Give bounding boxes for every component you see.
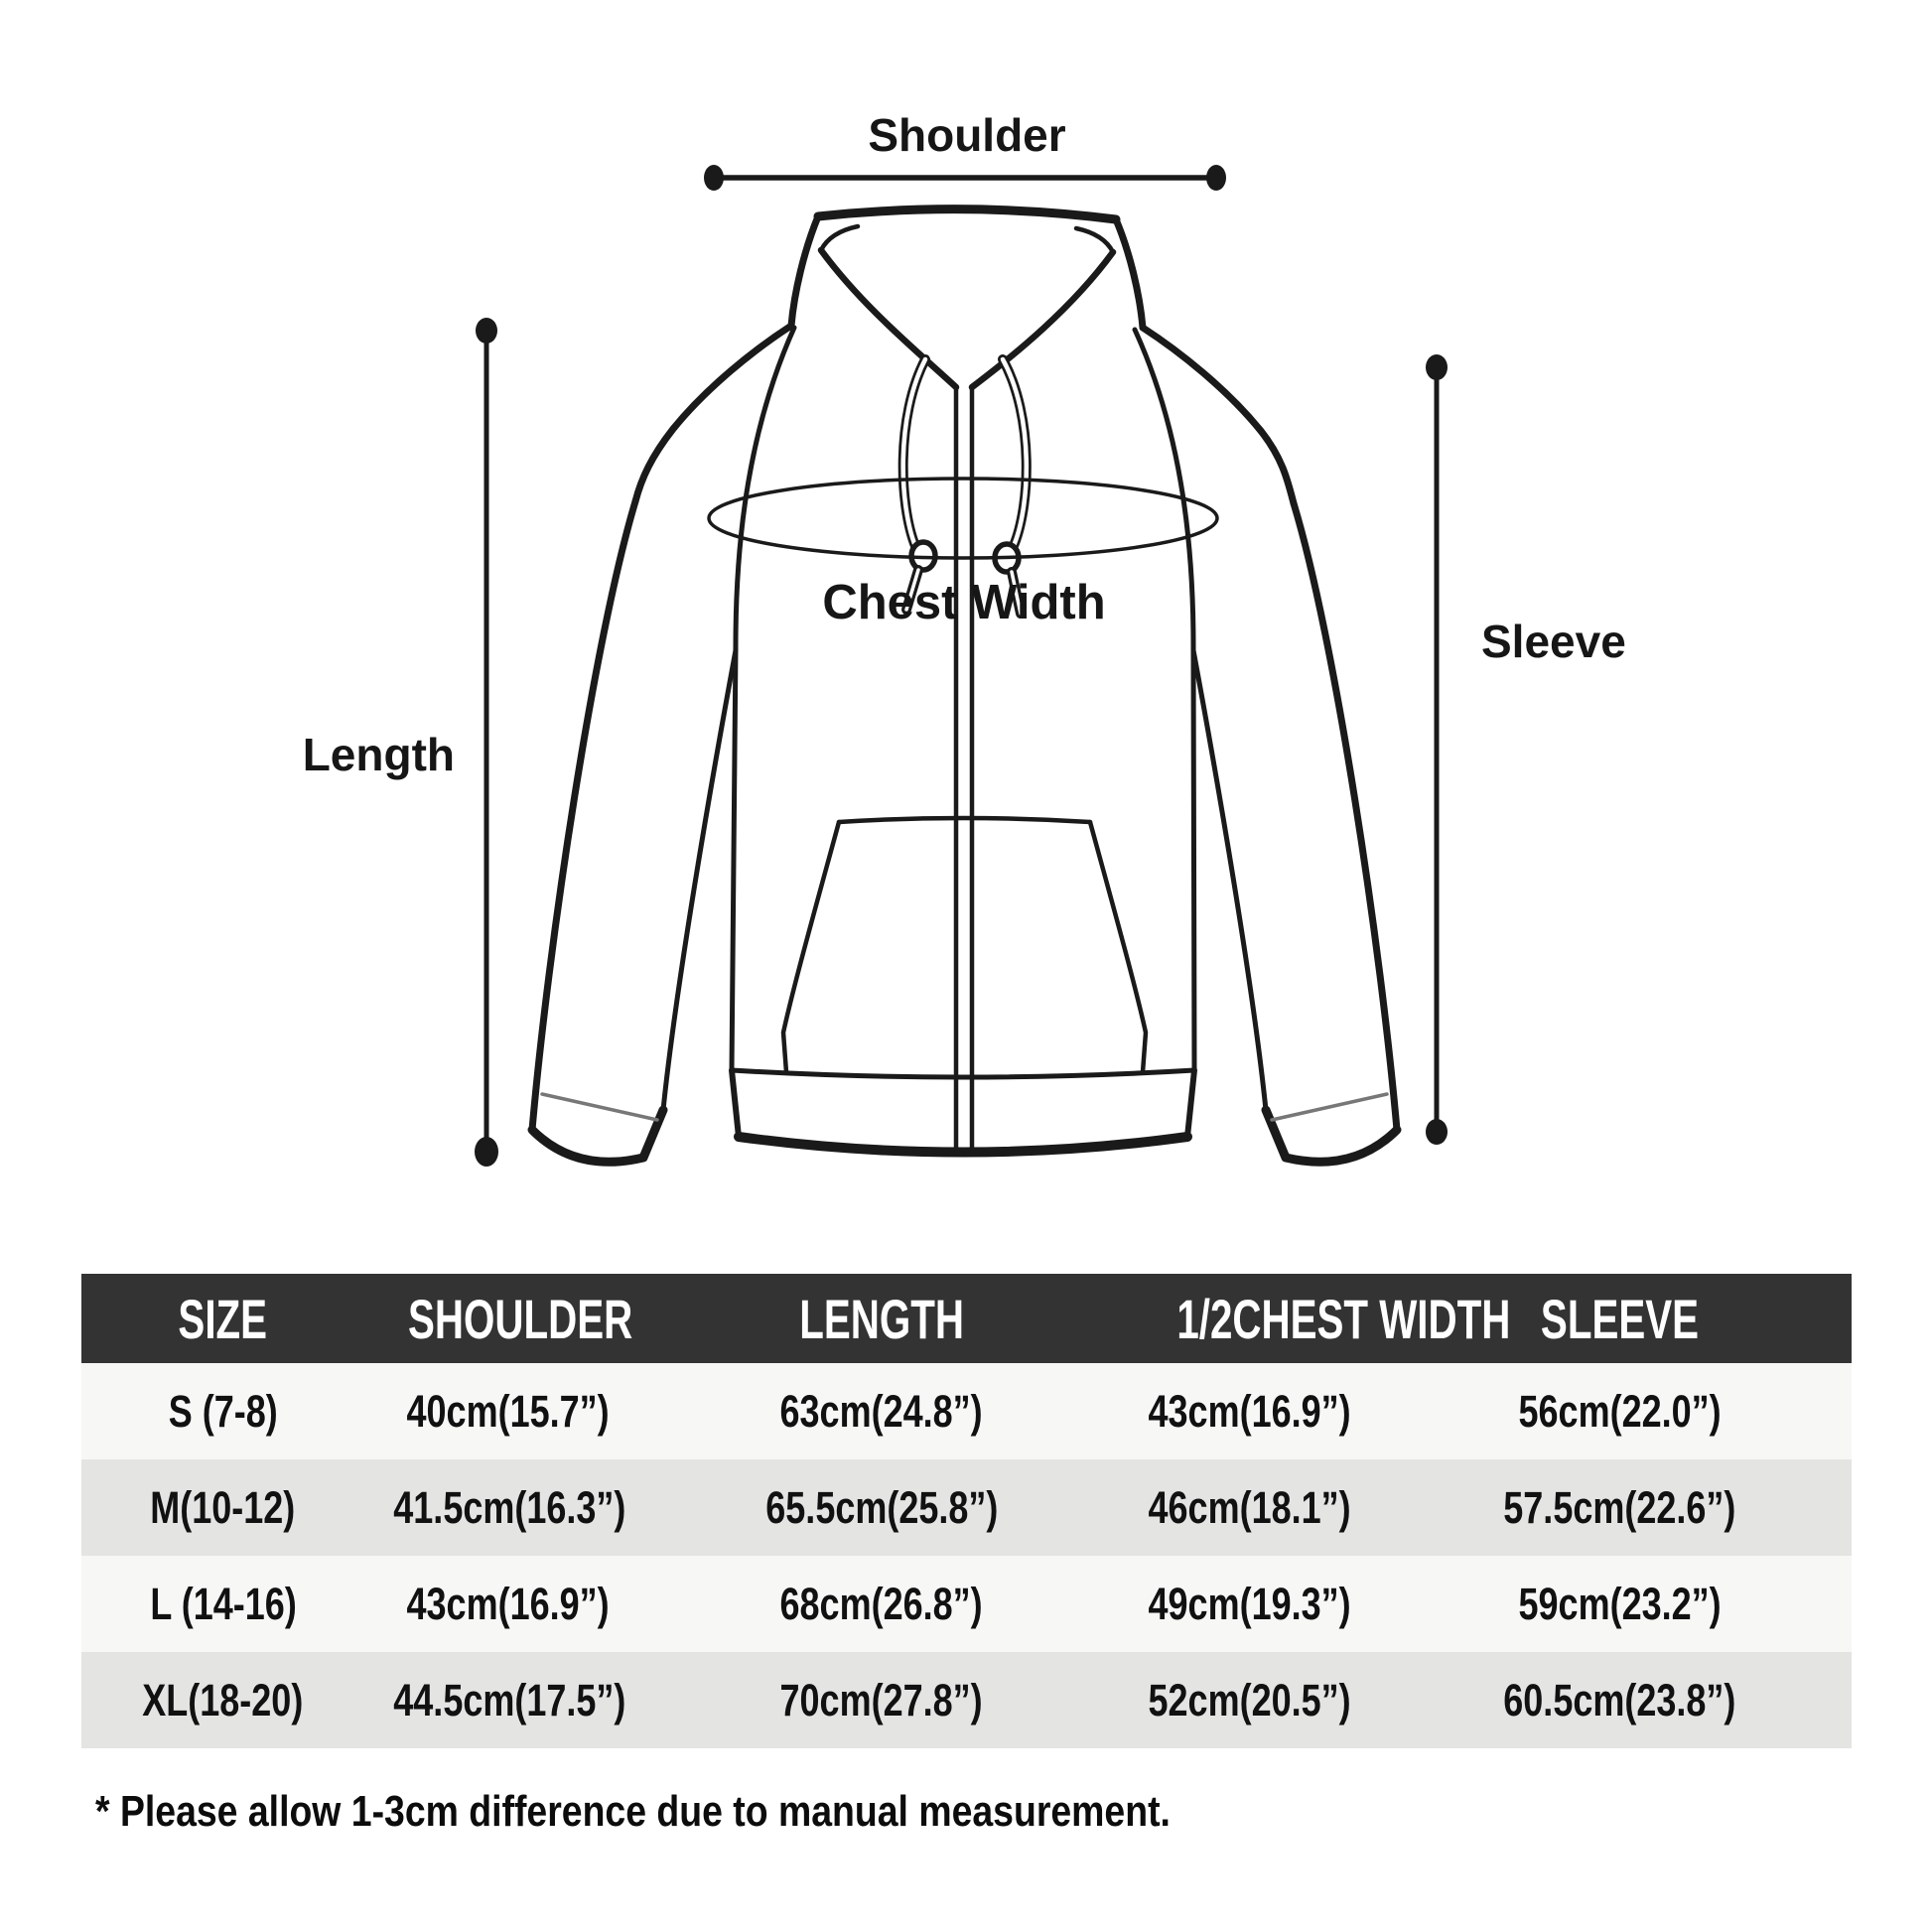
- hood-inner-v-left: [821, 250, 956, 387]
- hood-right-edge: [1116, 219, 1143, 328]
- header-length: LENGTH: [799, 1287, 964, 1350]
- sleeve-value: 60.5cm(23.8”): [1503, 1674, 1736, 1725]
- measurement-note: * Please allow 1-3cm difference due to manual measurement.: [95, 1787, 1171, 1836]
- hood-fold-left: [821, 226, 858, 250]
- size-table: [81, 1274, 1852, 1748]
- chest-width-value: 52cm(20.5”): [1148, 1674, 1351, 1725]
- sleeve-left-inner: [663, 650, 736, 1110]
- length-measure-dot-bottom: [475, 1137, 498, 1167]
- shoulder-measure-dot-left: [704, 165, 724, 191]
- size-value: L (14-16): [149, 1578, 297, 1629]
- chest-width-value: 46cm(18.1”): [1148, 1481, 1351, 1533]
- shoulder-left-outline: [635, 326, 791, 501]
- length-label: Length: [302, 729, 455, 780]
- hood-inner-v-right: [972, 252, 1113, 387]
- size-value: M(10-12): [150, 1481, 296, 1533]
- pocket-right-edge: [1090, 822, 1146, 1072]
- length-value: 63cm(24.8”): [779, 1385, 983, 1437]
- hood-fold-right: [1076, 228, 1113, 252]
- shoulder-value: 41.5cm(16.3”): [393, 1481, 626, 1533]
- chest-width-label: Chest Width: [822, 576, 1106, 629]
- cuff-left-seam: [542, 1094, 657, 1120]
- table-row-l: [81, 1556, 1852, 1652]
- pocket-top-edge: [839, 818, 1090, 822]
- sleeve-left-outer: [532, 501, 635, 1130]
- table-row-m: [81, 1459, 1852, 1556]
- hem-top-edge: [732, 1070, 1194, 1077]
- length-measure-dot-top: [476, 318, 497, 344]
- shoulder-value: 44.5cm(17.5”): [393, 1674, 626, 1725]
- sleeve-value: 56cm(22.0”): [1518, 1385, 1722, 1437]
- hem-right-edge: [1187, 1070, 1194, 1137]
- hood-top-outline: [818, 209, 1116, 219]
- pocket-left-edge: [783, 822, 839, 1072]
- sleeve-measure-dot-top: [1426, 354, 1448, 380]
- hem-left-edge: [732, 1070, 739, 1137]
- sleeve-right-inner: [1193, 650, 1266, 1110]
- header-chest-width: 1/2CHEST WIDTH: [1176, 1287, 1511, 1350]
- shoulder-label: Shoulder: [868, 109, 1066, 161]
- size-table-header-row: [81, 1274, 1852, 1363]
- header-sleeve: SLEEVE: [1540, 1287, 1699, 1350]
- header-shoulder: SHOULDER: [408, 1287, 633, 1350]
- sleeve-measure-dot-bottom: [1426, 1119, 1448, 1145]
- size-value: S (7-8): [168, 1385, 278, 1437]
- sleeve-value: 59cm(23.2”): [1518, 1578, 1722, 1629]
- body-left-edge: [732, 328, 794, 1070]
- shoulder-measure-dot-right: [1206, 165, 1226, 191]
- shoulder-value: 40cm(15.7”): [406, 1385, 610, 1437]
- sleeve-label: Sleeve: [1481, 616, 1626, 667]
- sleeve-right-outer: [1294, 503, 1397, 1130]
- table-row-s: [81, 1363, 1852, 1459]
- table-row-xl: [81, 1652, 1852, 1748]
- chest-width-value: 43cm(16.9”): [1148, 1385, 1351, 1437]
- sleeve-value: 57.5cm(22.6”): [1503, 1481, 1736, 1533]
- length-value: 68cm(26.8”): [779, 1578, 983, 1629]
- length-value: 65.5cm(25.8”): [764, 1481, 998, 1533]
- hood-left-edge: [791, 216, 818, 326]
- chest-width-ellipse: [709, 479, 1217, 558]
- length-value: 70cm(27.8”): [779, 1674, 983, 1725]
- body-right-edge: [1135, 330, 1194, 1070]
- cuff-right-seam: [1272, 1094, 1387, 1120]
- shoulder-value: 43cm(16.9”): [406, 1578, 610, 1629]
- chest-width-value: 49cm(19.3”): [1148, 1578, 1351, 1629]
- header-size: SIZE: [178, 1287, 268, 1350]
- size-value: XL(18-20): [142, 1674, 304, 1725]
- hem-bottom-edge: [739, 1137, 1187, 1153]
